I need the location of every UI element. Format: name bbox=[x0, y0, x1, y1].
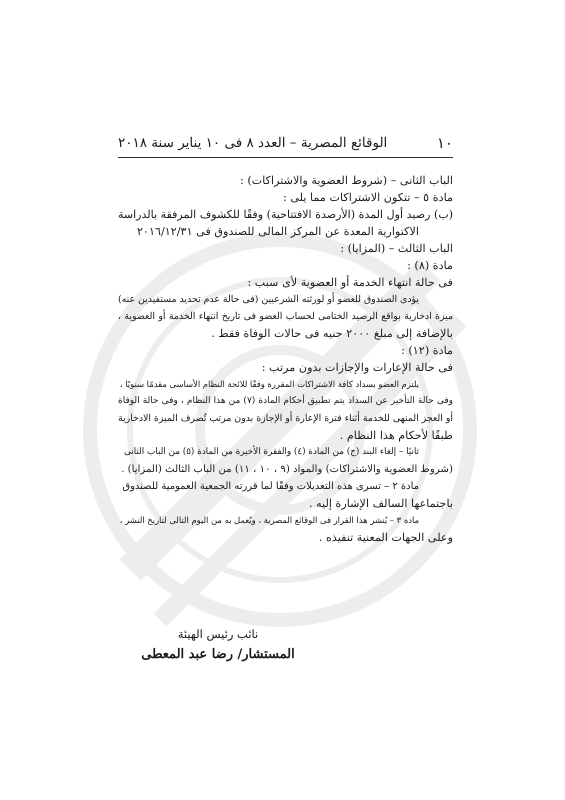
header-rule bbox=[118, 157, 453, 158]
clause-heading: فى حالة الإعارات والإجازات بدون مرتب : bbox=[261, 361, 453, 374]
paragraph-line: ثانيًا – إلغاء البند (ج) من المادة (٤) والفقرة الأخيرة من المادة (٥) من الباب الثانى bbox=[123, 447, 419, 457]
paragraph-line: مادة ٢ – تسرى هذه التعديلات وفقًا لما قررته الجمعية العمومية للصندوق bbox=[122, 481, 419, 492]
article-heading: مادة (٨) : bbox=[407, 259, 453, 272]
paragraph-line: (ب) رصيد أول المدة (الأرصدة الافتتاحية) وفقًا للكشوف المرفقة بالدراسة bbox=[118, 208, 453, 221]
signature-block bbox=[118, 627, 318, 662]
page-number: ١٠ bbox=[436, 134, 453, 152]
document-body bbox=[118, 172, 453, 546]
signatory-name: المستشار/ رضا عبد المعطى bbox=[141, 647, 295, 662]
article-heading: مادة (١٢) : bbox=[401, 344, 453, 357]
paragraph-line: أو العجز المنهى للخدمة أثناء فترة الإعارة أو الإجازة بدون مرتب تُصرف الميزة الادخارية bbox=[118, 413, 453, 424]
section-heading: الباب الثالث – (المزايا) : bbox=[340, 242, 453, 255]
header-title: الوقائع المصرية – العدد ٨ فى ١٠ يناير سنة ٢٠١٨ bbox=[118, 135, 388, 151]
paragraph-line: باجتماعها السالف الإشارة إليه . bbox=[308, 497, 453, 510]
paragraph-line: طبقًا لأحكام هذا النظام . bbox=[339, 429, 453, 442]
clause-heading: فى حالة انتهاء الخدمة أو العضوية لأى سبب : bbox=[247, 276, 453, 289]
article-heading: مادة ٥ – تتكون الاشتراكات مما يلى : bbox=[283, 191, 453, 204]
section-heading: الباب الثانى – (شروط العضوية والاشتراكات) : bbox=[240, 174, 453, 187]
page-header bbox=[118, 134, 453, 156]
paragraph-line: يؤدى الصندوق للعضو أو لورثته الشرعيين (فى حالة عدم تحديد مستفيدين عنه) bbox=[117, 294, 419, 305]
paragraph-line: يلتزم العضو بسداد كافة الاشتراكات المقررة وفقًا للائحة النظام الأساسى مقدمًا سنويًا ، bbox=[119, 379, 419, 389]
paragraph-line: وفى حالة التأخير عن السداد يتم تطبيق أحكام المادة (٧) من هذا النظام ، وفى حالة الوفاة bbox=[118, 396, 454, 406]
paragraph-line: ميزة ادخارية بواقع الرصيد الختامى لحساب العضو فى تاريخ انتهاء الخدمة أو العضوية ، bbox=[118, 311, 453, 322]
paragraph-line: (شروط العضوية والاشتراكات) والمواد (٩ ، ١٠ ، ١١) من الباب الثالث (المزايا) . bbox=[121, 464, 453, 475]
paragraph-line: بالإضافة إلى مبلغ ٢٠٠٠ جنيه فى حالات الوفاة فقط . bbox=[211, 327, 453, 340]
paragraph-line: وعلى الجهات المعنية تنفيذه . bbox=[318, 531, 453, 544]
paragraph-line: الاكتوارية المعدة عن المركز المالى للصندوق فى ٢٠١٦/١٢/٣١ bbox=[136, 225, 419, 238]
paragraph-line: مادة ٣ – يُنشر هذا القرار فى الوقائع المصرية ، ويُعمل به من اليوم التالى لتاريخ النشر ، bbox=[119, 515, 419, 525]
signatory-title: نائب رئيس الهيئة bbox=[177, 627, 259, 641]
